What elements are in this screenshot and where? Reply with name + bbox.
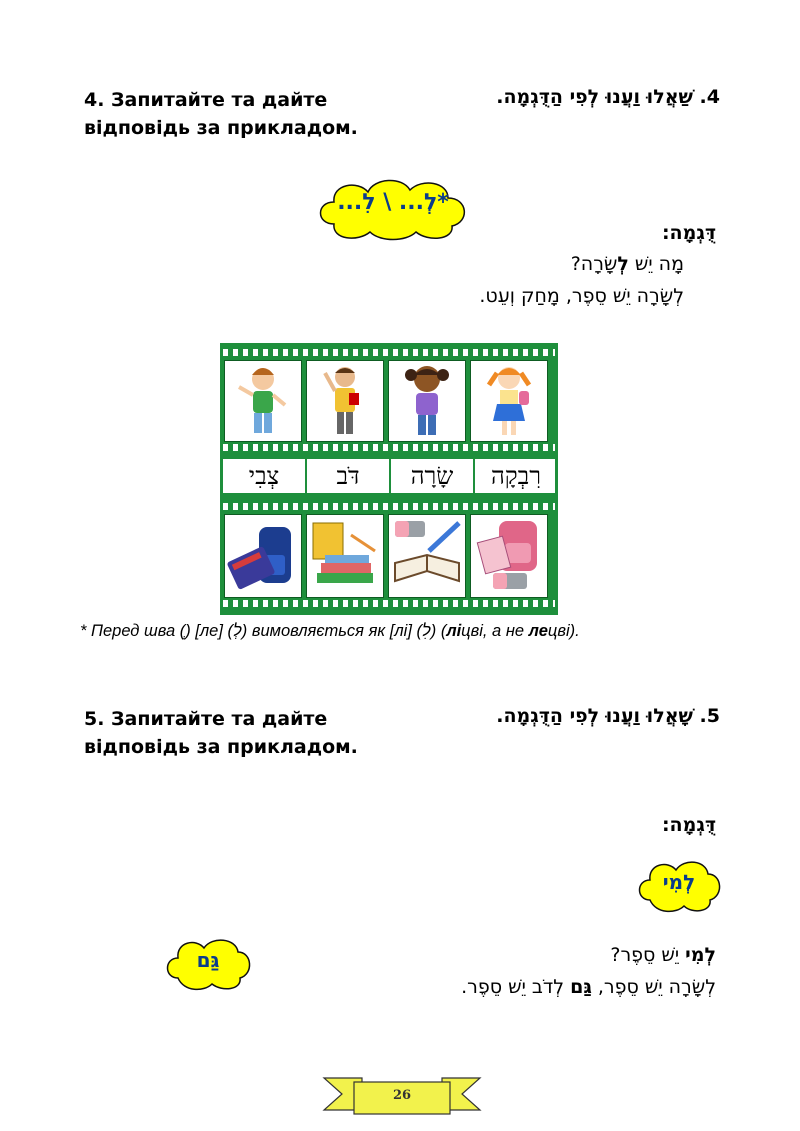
names-bar — [223, 459, 555, 493]
section5-example-answer — [461, 976, 716, 998]
cloud-lemi — [634, 854, 724, 916]
girl-icon — [389, 361, 465, 441]
section5-title-uk: 5. Запитайте та дайте відповідь за прикладом. — [84, 708, 358, 758]
objects-frame-rivka — [470, 514, 548, 598]
backpack-pencilcase-icon — [225, 515, 301, 597]
cloud-gam — [162, 932, 254, 994]
name-sarah: שָׂרָה — [410, 462, 454, 490]
film-strip — [220, 343, 558, 615]
girl-icon — [471, 361, 547, 441]
book-eraser-pen-icon — [389, 515, 465, 597]
q-post: שָׂרָה? — [570, 253, 618, 275]
section4-title-he: 4. שַׁאֲלוּ וַעֲנוּ לְפִי הַדֻּגְמָה. — [496, 86, 720, 108]
pronunciation-note — [80, 618, 720, 644]
q5-bold: לְמִי — [685, 944, 716, 966]
note-text-1: * Перед шва (ְ) [ле] (לְ) вимовляється як [лі] (לִ) ( — [80, 622, 447, 640]
a5-bold: גַּם — [570, 976, 592, 998]
kid-frame-rivka — [470, 360, 548, 442]
a5-post: לְדֹב יֵשׁ סֵפֶר. — [461, 976, 571, 998]
sprockets-bottom — [223, 600, 555, 607]
name-rivka: רִבְקָה — [490, 462, 541, 490]
kid-frame-sarah — [388, 360, 466, 442]
name-dov: דֹּב — [336, 462, 360, 490]
books-notebook-icon — [307, 515, 383, 597]
section5-example-label: דֻּגְמָה: — [661, 814, 716, 836]
name-tzvi: צְבִי — [248, 462, 280, 490]
q5-rest: יֵשׁ סֵפֶר? — [610, 944, 686, 966]
objects-frame-sarah — [388, 514, 466, 598]
sprockets-mid2 — [223, 503, 555, 510]
section4-title-uk: 4. Запитайте та дайте відповідь за прикладом. — [84, 89, 358, 139]
cloud-le-li — [312, 174, 474, 242]
section4-example-label: דֻּגְמָה: — [661, 222, 716, 244]
sprockets-mid1 — [223, 444, 555, 451]
section5-title-he: 5. שָׁאֲלוּ וַעֲנוּ לְפִי הַדֻּגְמָה. — [496, 705, 720, 727]
note-text-2: цві, а не — [461, 622, 529, 640]
boy-icon — [225, 361, 301, 441]
section4-example-answer: לְשָׂרָה יֵשׁ סֵפֶר, מָחַק וְעֵט. — [479, 285, 684, 307]
q-bold: לְ — [617, 253, 629, 275]
note-bold-le: ле — [528, 622, 548, 640]
cloud-gam-text: גַּם — [196, 948, 220, 972]
boy-icon — [307, 361, 383, 441]
note-text-3: цві). — [547, 622, 580, 640]
kid-frame-tzvi — [224, 360, 302, 442]
cloud-le-li-text: *לְ... \ לִ... — [337, 190, 449, 215]
a5-pre: לְשָׂרָה יֵשׁ סֵפֶר, — [591, 976, 716, 998]
note-bold-li: лі — [446, 622, 462, 640]
q-pre: מָה יֵשׁ — [628, 253, 684, 275]
page-number-banner — [322, 1074, 482, 1118]
page-number: 26 — [392, 1088, 412, 1103]
cloud-lemi-text: לְמִי — [662, 870, 696, 894]
objects-frame-tzvi — [224, 514, 302, 598]
section5-example-question — [610, 944, 716, 966]
section4-example-question — [571, 253, 684, 275]
objects-frame-dov — [306, 514, 384, 598]
sprockets-top — [223, 349, 555, 356]
kid-frame-dov — [306, 360, 384, 442]
backpack-eraser-icon — [471, 515, 547, 597]
